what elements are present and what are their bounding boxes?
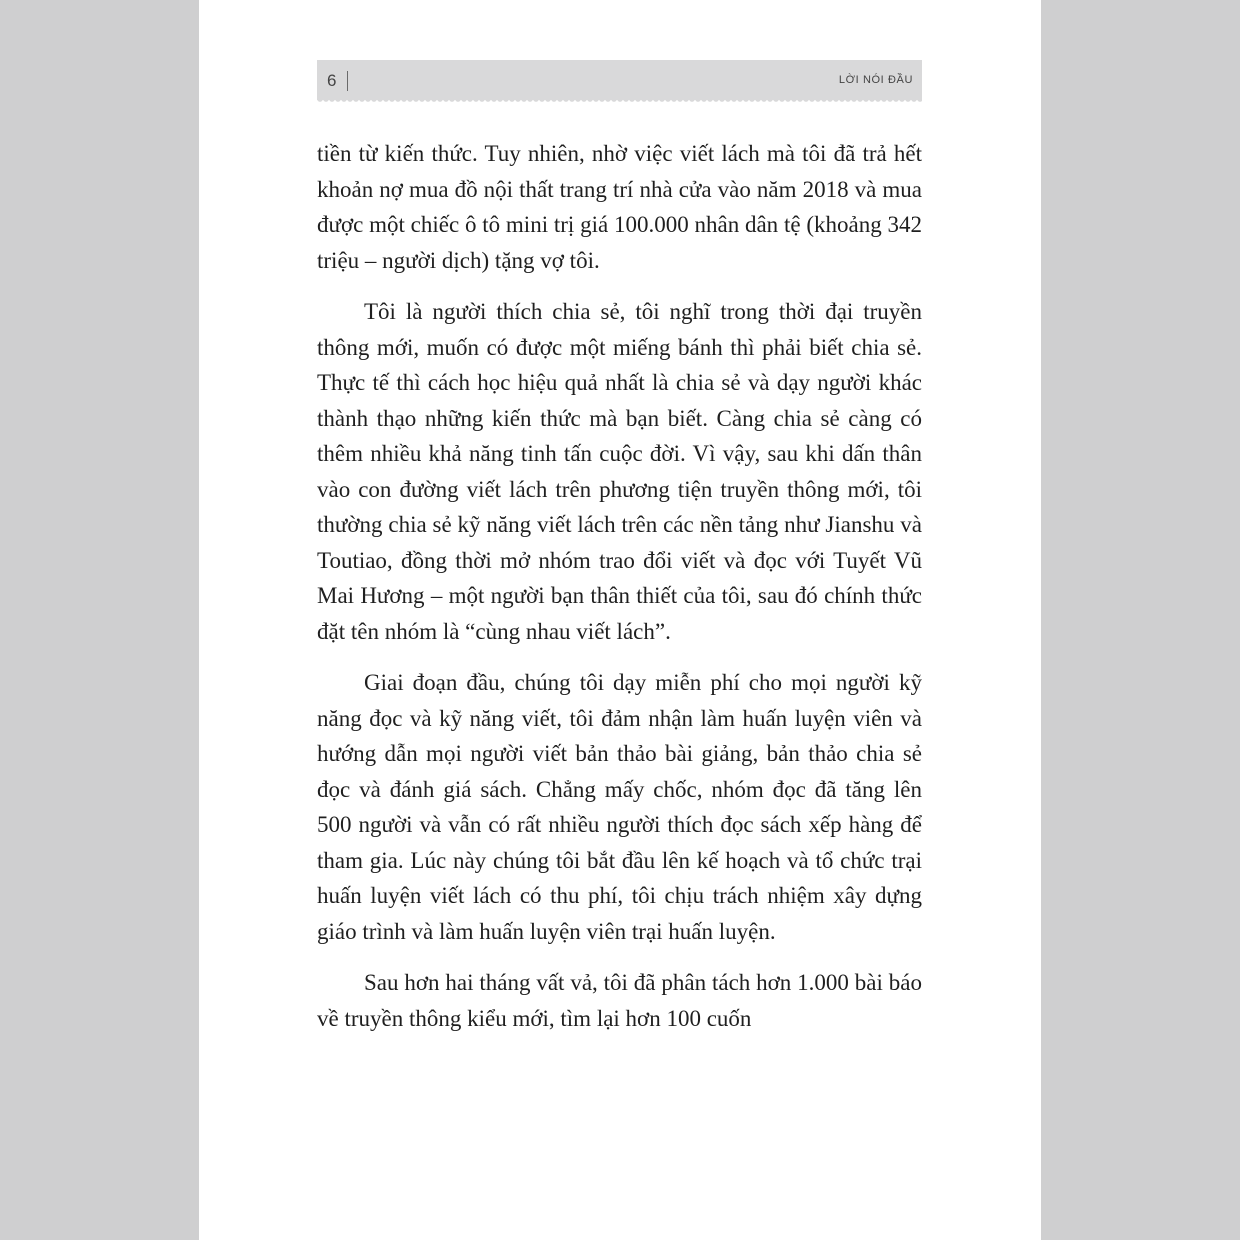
running-header xyxy=(317,60,922,100)
page-number: 6 xyxy=(327,71,337,90)
body-text xyxy=(317,136,922,1052)
book-page xyxy=(199,0,1041,1240)
paragraph-continued: tiền từ kiến thức. Tuy nhiên, nhờ việc viết lách mà tôi đã trả hết khoản nợ mua đồ nội thất trang trí nhà cửa vào năm 2018 và mua được một chiếc ô tô mini trị giá 100.000 nhân dân tệ (khoảng 342 triệu – người dịch) tặng vợ tôi. xyxy=(317,141,922,273)
header-divider xyxy=(347,71,348,91)
paragraph: Giai đoạn đầu, chúng tôi dạy miễn phí cho mọi người kỹ năng đọc và kỹ năng viết, tôi đảm nhận làm huấn luyện viên và hướng dẫn mọi người viết bản thảo bài giảng, bản thảo chia sẻ đọc và đánh giá sách. Chẳng mấy chốc, nhóm đọc đã tăng lên 500 người và vẫn có rất nhiều người thích đọc sách xếp hàng để tham gia. Lúc này chúng tôi bắt đầu lên kế hoạch và tổ chức trại huấn luyện viết lách có thu phí, tôi chịu trách nhiệm xây dựng giáo trình và làm huấn luyện viên trại huấn luyện. xyxy=(317,670,922,944)
chapter-title: LỜI NÓI ĐẦU xyxy=(838,74,913,86)
paragraph: Sau hơn hai tháng vất vả, tôi đã phân tách hơn 1.000 bài báo về truyền thông kiểu mới, tìm lại hơn 100 cuốn xyxy=(317,970,922,1031)
paragraph: Tôi là người thích chia sẻ, tôi nghĩ trong thời đại truyền thông mới, muốn có được một miếng bánh thì phải biết chia sẻ. Thực tế thì cách học hiệu quả nhất là chia sẻ và dạy người khác thành thạo những kiến thức mà bạn biết. Càng chia sẻ càng có thêm nhiều khả năng tinh tấn cuộc đời. Vì vậy, sau khi dấn thân vào con đường viết lách trên phương tiện truyền thông mới, tôi thường chia sẻ kỹ năng viết lách trên các nền tảng như Jianshu và Toutiao, đồng thời mở nhóm trao đổi viết và đọc với Tuyết Vũ Mai Hương – một người bạn thân thiết của tôi, sau đó chính thức đặt tên nhóm là “cùng nhau viết lách”. xyxy=(317,299,922,644)
